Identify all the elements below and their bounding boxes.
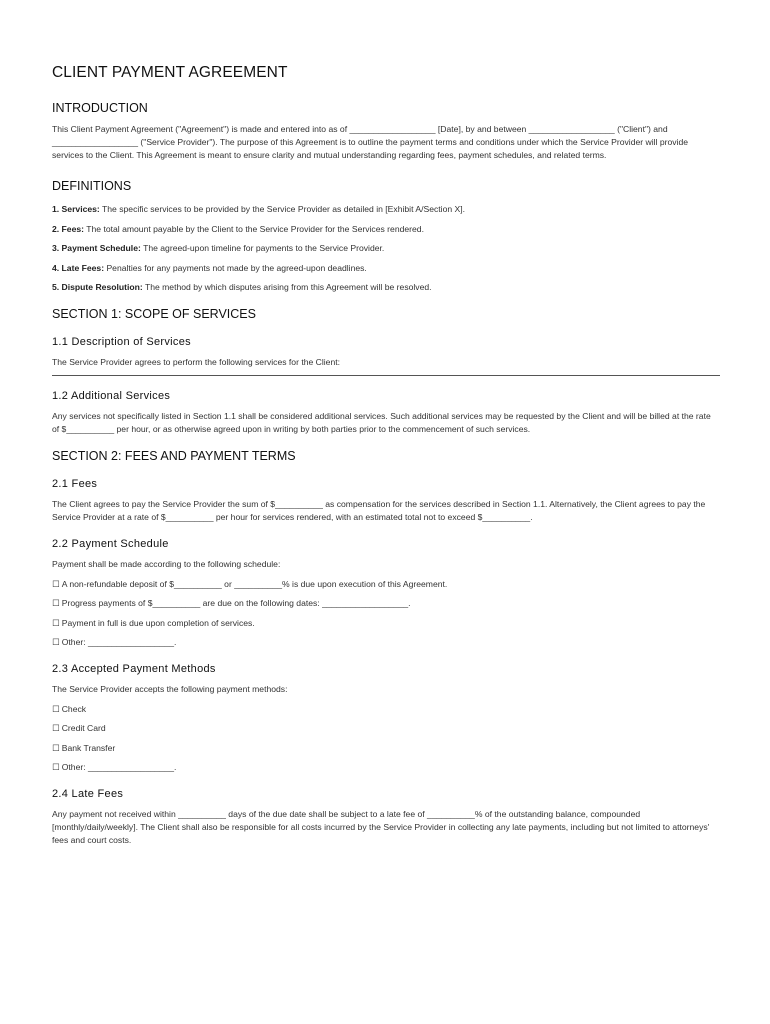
definition-term: 5. Dispute Resolution: xyxy=(52,282,143,292)
definitions-heading: DEFINITIONS xyxy=(52,179,132,193)
definition-text: The agreed-upon timeline for payments to the Service Provider. xyxy=(140,243,385,253)
subsection-1-1-heading: 1.1 Description of Services xyxy=(52,336,191,348)
definition-text: Penalties for any payments not made by the agreed-upon deadlines. xyxy=(104,262,367,273)
definition-term: 2. Fees: xyxy=(52,223,85,234)
definition-item xyxy=(52,203,720,216)
document-body xyxy=(52,64,720,847)
option-label: Progress payments of $__________ are due on the following dates: __________________. xyxy=(61,598,411,608)
payment-schedule-option[interactable] xyxy=(52,617,720,630)
section1-heading: SECTION 1: SCOPE OF SERVICES xyxy=(52,307,256,321)
payment-schedule-option[interactable] xyxy=(52,578,720,591)
subsection-2-2-text: Payment shall be made according to the following schedule: xyxy=(52,559,281,569)
checkbox-icon[interactable]: ☐ xyxy=(52,617,60,628)
option-label: Credit Card xyxy=(61,723,106,733)
option-label: Other: __________________. xyxy=(61,637,177,647)
checkbox-icon[interactable]: ☐ xyxy=(52,637,60,647)
checkbox-icon[interactable]: ☐ xyxy=(52,598,60,608)
definition-item xyxy=(52,281,720,294)
payment-method-option[interactable] xyxy=(52,703,720,716)
definition-term: 1. Services: xyxy=(52,204,100,214)
payment-method-option[interactable] xyxy=(52,722,720,735)
option-label: A non-refundable deposit of $__________ or __________% is due upon execution of this Agreement. xyxy=(61,578,448,589)
definition-item xyxy=(52,262,720,275)
definition-text: The total amount payable by the Client to the Service Provider for the Services rendered. xyxy=(84,223,424,234)
checkbox-icon[interactable]: ☐ xyxy=(52,578,60,589)
option-label: Payment in full is due upon completion of services. xyxy=(61,617,255,628)
option-label: Bank Transfer xyxy=(61,742,116,753)
subsection-1-1-text: The Service Provider agrees to perform the following services for the Client: xyxy=(52,357,341,367)
payment-schedule-option[interactable] xyxy=(52,636,720,649)
fill-in-line xyxy=(52,374,720,376)
definition-text: The specific services to be provided by the Service Provider as detailed in [Exhibit A/Section X]. xyxy=(99,204,466,214)
subsection-2-1-heading: 2.1 Fees xyxy=(52,478,98,490)
subsection-2-3-text: The Service Provider accepts the following payment methods: xyxy=(52,684,288,694)
document-title: CLIENT PAYMENT AGREEMENT xyxy=(52,64,288,81)
option-label: Check xyxy=(61,703,87,714)
definition-item xyxy=(52,223,720,236)
definition-text: The method by which disputes arising from this Agreement will be resolved. xyxy=(142,282,432,292)
payment-method-option[interactable] xyxy=(52,742,720,755)
definition-item xyxy=(52,242,720,255)
intro-text: This Client Payment Agreement ("Agreement") is made and entered into as of __________________ [Date], by and between __________________ ("Client") and __________________ ("Service Provider"). The purpose of this Agreement is to outline the payment terms and conditions under which the Service Provider will provide services to the Client. This Agreement is meant to ensure clarity and mutual understanding regarding fees, payment schedules, and related terms. xyxy=(52,124,689,160)
definition-term: 3. Payment Schedule: xyxy=(52,243,141,253)
payment-method-option[interactable] xyxy=(52,761,720,774)
section2-heading: SECTION 2: FEES AND PAYMENT TERMS xyxy=(52,449,296,463)
checkbox-icon[interactable]: ☐ xyxy=(52,762,60,772)
checkbox-icon[interactable]: ☐ xyxy=(52,742,60,753)
subsection-2-4-heading: 2.4 Late Fees xyxy=(52,788,124,800)
subsection-2-2-heading: 2.2 Payment Schedule xyxy=(52,538,169,550)
option-label: Other: __________________. xyxy=(61,762,177,772)
intro-heading: INTRODUCTION xyxy=(52,101,148,115)
subsection-1-2-text: Any services not specifically listed in Section 1.1 shall be considered additional services. Such additional services may be requested by the Client and will be billed at the rate of $__________ per hour, or as otherwise agreed upon in writing by both parties prior to the commencement of such services. xyxy=(52,411,711,434)
checkbox-icon[interactable]: ☐ xyxy=(52,723,60,733)
checkbox-icon[interactable]: ☐ xyxy=(52,703,60,714)
payment-schedule-option[interactable] xyxy=(52,597,720,610)
definition-term: 4. Late Fees: xyxy=(52,262,105,273)
subsection-1-2-heading: 1.2 Additional Services xyxy=(52,390,171,402)
subsection-2-4-text: Any payment not received within __________ days of the due date shall be subject to a late fee of __________% of the outstanding balance, compounded [monthly/daily/weekly]. The Client shall also be responsible for all costs incurred by the Service Provider in collecting any late payments, including but not limited to attorneys' fees and court costs. xyxy=(52,809,710,845)
subsection-2-1-text: The Client agrees to pay the Service Provider the sum of $__________ as compensation for the services described in Section 1.1. Alternatively, the Client agrees to pay the Service Provider at a rate of $__________ per hour for services rendered, with an estimated total not to exceed $__________. xyxy=(52,499,706,522)
subsection-2-3-heading: 2.3 Accepted Payment Methods xyxy=(52,663,216,675)
